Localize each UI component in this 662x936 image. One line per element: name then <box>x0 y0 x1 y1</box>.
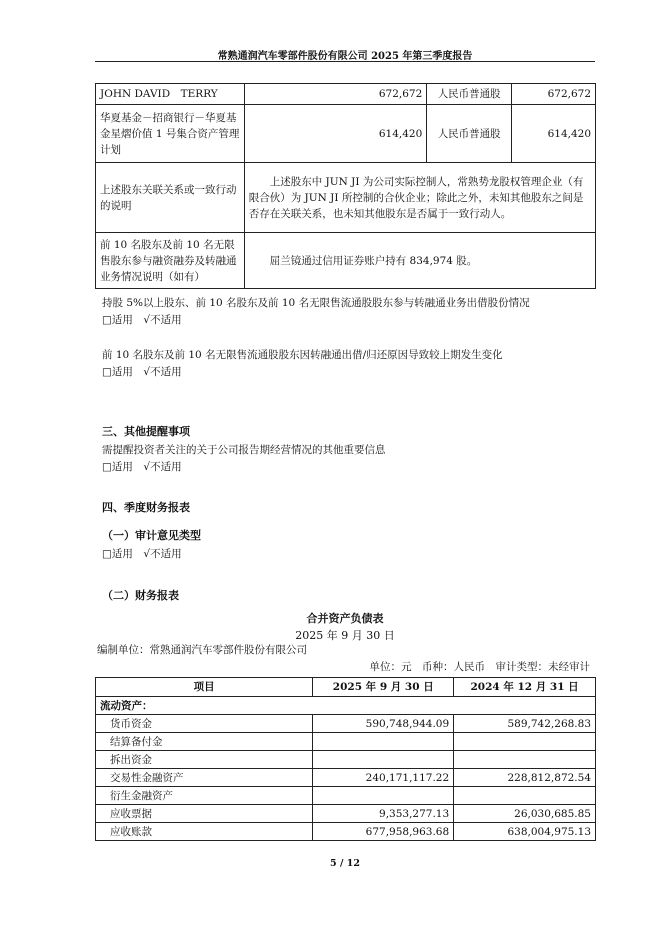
balance-sheet-date: 2025 年 9 月 30 日 <box>295 629 395 642</box>
col-header-current: 2025 年 9 月 30 日 <box>313 678 454 697</box>
share-type: 人民币普通股 <box>427 105 512 163</box>
row-current <box>313 733 454 751</box>
other-option: □适用 √不适用 <box>102 461 182 473</box>
col-header-prior: 2024 年 12 月 31 日 <box>454 678 596 697</box>
table-row <box>96 697 596 715</box>
row-prior: 228,812,872.54 <box>454 769 596 787</box>
row-current: 677,958,963.68 <box>313 823 454 841</box>
section-label: 流动资产： <box>96 697 596 715</box>
table-row <box>96 715 596 733</box>
margin-text: 屈兰镜通过信用证券账户持有 834,974 股。 <box>244 233 595 289</box>
table-row <box>96 805 596 823</box>
relation-label: 上述股东关联关系或一致行动的说明 <box>96 163 245 233</box>
row-item: 应收票据 <box>96 805 313 823</box>
row-item: 拆出资金 <box>96 751 313 769</box>
share-type: 人民币普通股 <box>427 84 512 105</box>
table-header-row <box>96 678 596 697</box>
header-divider <box>95 61 595 62</box>
row-current: 590,748,944.09 <box>313 715 454 733</box>
shareholder-shares: 672,672 <box>244 84 427 105</box>
row-item: 货币资金 <box>96 715 313 733</box>
row-prior: 638,004,975.13 <box>454 823 596 841</box>
row-item: 交易性金融资产 <box>96 769 313 787</box>
table-row <box>96 823 596 841</box>
share-count: 614,420 <box>512 105 596 163</box>
page-number: 5 / 12 <box>330 858 360 869</box>
audit-option: □适用 √不适用 <box>102 548 182 560</box>
share-count: 672,672 <box>512 84 596 105</box>
col-header-item: 项目 <box>96 678 313 697</box>
balance-sheet-company: 编制单位：常熟通润汽车零部件股份有限公司 <box>97 644 307 656</box>
shareholders-table <box>95 83 596 289</box>
row-current: 9,353,277.13 <box>313 805 454 823</box>
row-prior <box>454 787 596 805</box>
balance-sheet-title: 合并资产负债表 <box>306 612 384 625</box>
row-current <box>313 787 454 805</box>
table-row <box>96 105 596 163</box>
table-row <box>96 84 596 105</box>
row-prior: 589,742,268.83 <box>454 715 596 733</box>
lending-option: □适用 √不适用 <box>102 314 182 326</box>
statements-heading: （二）财务报表 <box>102 589 179 602</box>
fin-heading: 四、季度财务报表 <box>102 501 190 514</box>
page-header: 常熟通润汽车零部件股份有限公司 2025 年第三季度报告 <box>217 51 473 62</box>
row-item: 衍生金融资产 <box>96 787 313 805</box>
change-option: □适用 √不适用 <box>102 366 182 378</box>
lending-title: 持股 5%以上股东、前 10 名股东及前 10 名无限售流通股股东参与转融通业务出借股份情况 <box>102 297 530 309</box>
table-row <box>96 163 596 233</box>
audit-heading: （一）审计意见类型 <box>102 529 201 542</box>
other-text: 需提醒投资者关注的关于公司报告期经营情况的其他重要信息 <box>102 444 386 456</box>
shareholder-name: JOHN DAVID TERRY <box>96 84 245 105</box>
table-row <box>96 751 596 769</box>
row-prior <box>454 751 596 769</box>
table-row <box>96 733 596 751</box>
row-prior: 26,030,685.85 <box>454 805 596 823</box>
change-title: 前 10 名股东及前 10 名无限售流通股股东因转融通出借/归还原因导致较上期发生变化 <box>102 349 503 361</box>
table-row <box>96 769 596 787</box>
row-current <box>313 751 454 769</box>
shareholder-shares: 614,420 <box>244 105 427 163</box>
row-prior <box>454 733 596 751</box>
row-item: 应收账款 <box>96 823 313 841</box>
balance-sheet-unit: 单位：元 币种：人民币 审计类型：未经审计 <box>369 661 590 673</box>
table-row <box>96 233 596 289</box>
row-item: 结算备付金 <box>96 733 313 751</box>
shareholder-name: 华夏基金－招商银行－华夏基金星熠价值 1 号集合资产管理计划 <box>96 105 245 163</box>
table-row <box>96 787 596 805</box>
other-heading: 三、其他提醒事项 <box>102 425 190 438</box>
row-current: 240,171,117.22 <box>313 769 454 787</box>
margin-label: 前 10 名股东及前 10 名无限售股东参与融资融券及转融通业务情况说明（如有） <box>96 233 245 289</box>
balance-sheet-table <box>95 677 596 841</box>
relation-text: 上述股东中 JUN JI 为公司实际控制人，常熟势龙股权管理企业（有限合伙）为 JUN JI 所控制的合伙企业；除此之外，未知其他股东之间是否存在关联关系，也未知其他股东是否属于一致行动人。 <box>244 163 595 233</box>
